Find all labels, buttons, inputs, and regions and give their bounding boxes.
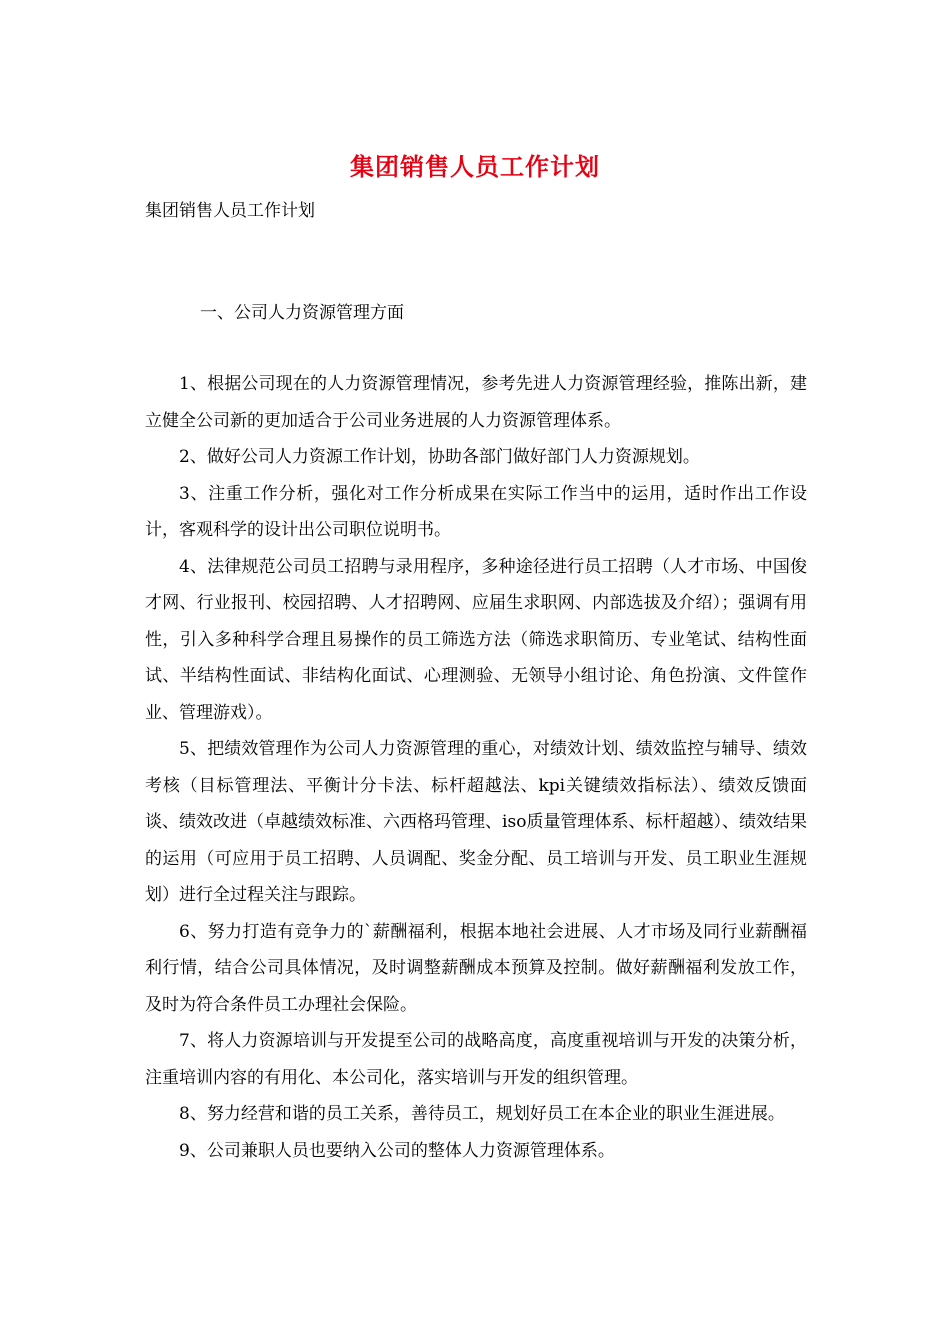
document-body xyxy=(145,366,807,1169)
document-subtitle: 集团销售人员工作计划 xyxy=(145,201,315,221)
document-title: 集团销售人员工作计划 xyxy=(350,152,600,181)
paragraph: 8、努力经营和谐的员工关系，善待员工，规划好员工在本企业的职业生涯进展。 xyxy=(179,1104,785,1124)
paragraph: 2、做好公司人力资源工作计划，协助各部门做好部门人力资源规划。 xyxy=(179,447,700,467)
section-heading: 一、公司人力资源管理方面 xyxy=(200,303,404,323)
paragraph: 5、把绩效管理作为公司人力资源管理的重心，对绩效计划、绩效监控与辅导、绩效考核（目标管理法、平衡计分卡法、标杆超越法、kpi关键绩效指标法）、绩效反馈面谈、绩效改进（卓越绩效标准、六西格玛管理、iso质量管理体系、标杆超越）、绩效结果的运用（可应用于员工招聘、人员调配、奖金分配、员工培训与开发、员工职业生涯规划）进行全过程关注与跟踪。 xyxy=(145,739,807,905)
paragraph: 1、根据公司现在的人力资源管理情况，参考先进人力资源管理经验，推陈出新，建立健全公司新的更加适合于公司业务进展的人力资源管理体系。 xyxy=(145,374,807,431)
paragraph: 3、注重工作分析，强化对工作分析成果在实际工作当中的运用，适时作出工作设计，客观科学的设计出公司职位说明书。 xyxy=(145,483,807,540)
paragraph: 7、将人力资源培训与开发提至公司的战略高度，高度重视培训与开发的决策分析，注重培训内容的有用化、本公司化，落实培训与开发的组织管理。 xyxy=(145,1031,807,1088)
paragraph: 6、努力打造有竞争力的`薪酬福利，根据本地社会进展、人才市场及同行业薪酬福利行情，结合公司具体情况，及时调整薪酬成本预算及控制。做好薪酬福利发放工作，及时为符合条件员工办理社会保险。 xyxy=(145,921,807,1015)
paragraph: 9、公司兼职人员也要纳入公司的整体人力资源管理体系。 xyxy=(179,1140,615,1161)
paragraph: 4、法律规范公司员工招聘与录用程序，多种途径进行员工招聘（人才市场、中国俊才网、行业报刊、校园招聘、人才招聘网、应届生求职网、内部选拔及介绍）；强调有用性，引入多种科学合理且易操作的员工筛选方法（筛选求职简历、专业笔试、结构性面试、半结构性面试、非结构化面试、心理测验、无领导小组讨论、角色扮演、文件筐作业、管理游戏）。 xyxy=(145,556,807,723)
